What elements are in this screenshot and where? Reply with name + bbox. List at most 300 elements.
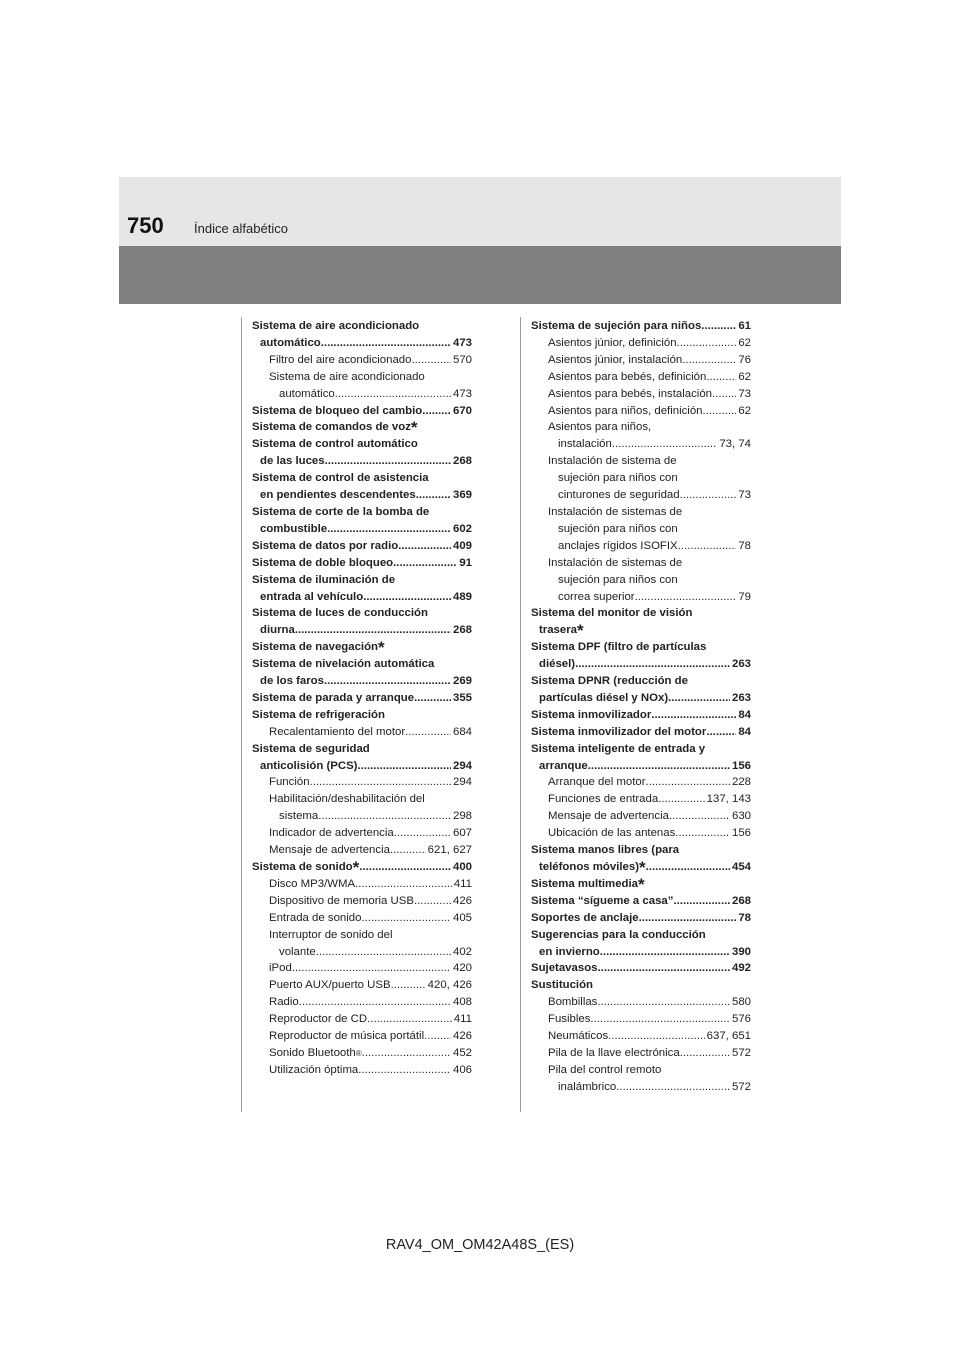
index-entry-label: Asientos para niños, definición [548, 404, 703, 417]
index-entry-page: 156 [731, 759, 751, 772]
index-entry [531, 318, 751, 335]
dot-leader [703, 403, 737, 420]
dot-leader [321, 335, 451, 352]
index-entry [252, 876, 472, 893]
index-entry-label: Habilitación/deshabilitación del [269, 793, 425, 806]
index-entry-page: 91 [459, 556, 472, 569]
dot-leader [295, 622, 451, 639]
index-entry-label: Sistema de sonido [252, 861, 353, 873]
index-entry-page: 408 [452, 996, 472, 1009]
index-entry-page: 137, 143 [706, 793, 751, 806]
index-entry-label: Sistema de control de asistencia [252, 472, 429, 485]
index-entry [531, 386, 751, 403]
index-column-right [531, 318, 751, 1096]
index-entry [252, 386, 472, 403]
index-entry-page: 78 [738, 911, 751, 924]
index-entry-label: Pila de la llave electrónica [548, 1046, 680, 1059]
index-entry [531, 589, 751, 606]
index-entry [531, 690, 751, 707]
dot-leader [678, 538, 737, 555]
index-entry [252, 605, 472, 622]
index-entry [252, 808, 472, 825]
index-entry [252, 352, 472, 369]
index-entry-label: Funciones de entrada [548, 793, 659, 806]
index-entry-label: Sistema de control automático [252, 438, 418, 451]
index-entry [252, 724, 472, 741]
index-entry-label: Asientos júnior, definición [548, 336, 677, 349]
index-entry-page: 78 [738, 539, 751, 552]
dot-leader [701, 318, 736, 335]
dot-leader [416, 487, 451, 504]
index-entry [252, 960, 472, 977]
index-entry-page: 572 [731, 1046, 751, 1059]
header-gray-band [119, 246, 841, 304]
index-entry-label: Asientos para bebés, definición [548, 370, 707, 383]
index-entry-label: automático [279, 387, 335, 400]
index-entry-label: Soportes de anclaje [531, 911, 639, 924]
index-entry [531, 960, 751, 977]
index-entry-page: 420, 426 [427, 979, 472, 992]
index-entry-page: 621, 627 [427, 844, 472, 857]
index-entry-page: 607 [452, 827, 472, 840]
index-entry-label: sujeción para niños con [558, 522, 678, 535]
index-entry-label: Radio [269, 996, 299, 1009]
index-entry-label: correa superior [558, 590, 635, 603]
index-entry-label: Sistema de navegación [252, 641, 378, 654]
index-entry [252, 572, 472, 589]
dot-leader [393, 555, 457, 572]
dot-leader [597, 994, 730, 1011]
dot-leader [390, 842, 426, 859]
index-entry [531, 656, 751, 673]
index-entry [531, 1062, 751, 1079]
index-entry [531, 504, 751, 521]
index-entry-page: 630 [731, 810, 751, 823]
index-entry [252, 318, 472, 335]
index-entry-label: Sistema de doble bloqueo [252, 556, 394, 569]
index-entry-page: 228 [731, 776, 751, 789]
index-entry [252, 758, 472, 775]
index-entry-label: Instalación de sistemas de [548, 556, 683, 569]
index-entry-label: trasera [539, 624, 577, 637]
index-entry-label: Arranque del motor [548, 776, 646, 789]
dot-leader [414, 893, 451, 910]
index-entry [531, 673, 751, 690]
dot-leader [682, 352, 736, 369]
index-entry-label: Bombillas [548, 996, 598, 1009]
index-entry-label: Ubicación de las antenas [548, 827, 676, 840]
dot-leader [394, 825, 451, 842]
index-entry-label: anticolisión (PCS) [260, 759, 358, 772]
index-entry-label: en invierno [539, 945, 600, 958]
index-entry-page: 473 [452, 336, 472, 349]
dot-leader [575, 656, 730, 673]
index-entry-label: Asientos júnior, instalación [548, 353, 683, 366]
index-entry-page: 263 [731, 691, 751, 704]
index-entry-label: Sistema de bloqueo del cambio [252, 404, 423, 417]
index-entry [531, 758, 751, 775]
index-entry [531, 1079, 751, 1096]
dot-leader [612, 436, 718, 453]
index-entry [531, 774, 751, 791]
index-entry-label: Sistema inmovilizador [531, 708, 652, 721]
index-entry [252, 927, 472, 944]
index-entry [252, 1062, 472, 1079]
index-entry-page: 420 [452, 962, 472, 975]
index-entry-label: Sonido Bluetooth [269, 1046, 356, 1059]
index-entry [252, 673, 472, 690]
index-entry [252, 436, 472, 453]
index-entry-label: en pendientes descendentes [260, 489, 416, 502]
index-entry [252, 791, 472, 808]
index-entry-label: Sistema multimedia [531, 877, 638, 890]
index-entry-page: 268 [452, 624, 472, 637]
index-entry [531, 910, 751, 927]
index-column-left [252, 318, 472, 1079]
index-entry [252, 825, 472, 842]
section-title: Índice alfabético [194, 221, 288, 236]
dot-leader [405, 724, 451, 741]
index-entry [252, 555, 472, 572]
index-entry [252, 487, 472, 504]
dot-leader [706, 724, 736, 741]
dot-leader [639, 910, 737, 927]
index-entry-label: de los faros [260, 675, 324, 688]
index-entry [252, 538, 472, 555]
index-entry [531, 1045, 751, 1062]
index-entry-page: 426 [452, 894, 472, 907]
dot-leader [608, 1028, 705, 1045]
index-entry [252, 1011, 472, 1028]
dot-leader [362, 1045, 451, 1062]
index-entry-label: Sistema DPF (filtro de partículas [531, 641, 707, 654]
dot-leader [616, 1079, 730, 1096]
index-entry [531, 808, 751, 825]
index-entry: Sistema multimedia * [531, 874, 645, 894]
index-entry-label: Mensaje de advertencia [269, 844, 390, 857]
index-entry-label: Reproductor de música portátil [269, 1030, 425, 1043]
index-entry-page: 406 [452, 1063, 472, 1076]
index-entry [252, 1028, 472, 1045]
index-entry-label: Función [269, 776, 310, 789]
index-entry-page: 400 [452, 861, 472, 873]
dot-leader [646, 859, 730, 876]
index-entry-page: 62 [738, 336, 751, 349]
index-entry [531, 521, 751, 538]
dot-leader [363, 589, 451, 606]
index-entry-label: Sistema de comandos de voz [252, 421, 411, 434]
index-entry [531, 352, 751, 369]
index-entry-page: 411 [453, 877, 472, 890]
column-divider-middle [520, 317, 521, 1112]
index-entry-label: Puerto AUX/puerto USB [269, 979, 391, 992]
dot-leader [675, 825, 730, 842]
index-entry-page: 156 [731, 827, 751, 840]
index-entry-label: diésel) [539, 658, 576, 671]
index-entry-label: Filtro del aire acondicionado [269, 353, 412, 366]
index-entry [531, 470, 751, 487]
index-entry-label: Sistema “sígueme a casa” [531, 894, 674, 907]
index-entry-page: 684 [452, 725, 472, 738]
dot-leader [398, 538, 451, 555]
index-entry-page: 62 [738, 370, 751, 383]
dot-leader [299, 994, 451, 1011]
index-entry [531, 842, 751, 859]
index-entry-label: Sistema de aire acondicionado [252, 320, 420, 332]
index-entry [531, 707, 751, 724]
index-entry [531, 977, 751, 994]
dot-leader [367, 1011, 452, 1028]
dot-leader [359, 859, 451, 876]
index-entry-label: Sistema de sujeción para niños [531, 320, 702, 332]
dot-leader [422, 403, 451, 420]
dot-leader [361, 910, 451, 927]
dot-leader [424, 1028, 451, 1045]
dot-leader [358, 1062, 451, 1079]
index-entry-label: Sistema de seguridad [252, 742, 370, 755]
index-entry-label: teléfonos móviles) [539, 861, 640, 873]
index-entry-page: 76 [738, 353, 751, 366]
index-entry [531, 572, 751, 589]
dot-leader [357, 758, 451, 775]
index-entry-page: 576 [731, 1013, 751, 1026]
index-entry-label: Sistema DPNR (reducción de [531, 675, 688, 688]
dot-leader [318, 808, 451, 825]
index-entry-page: 402 [452, 945, 472, 958]
index-entry-label: Indicador de advertencia [269, 827, 394, 840]
index-entry-page: 84 [738, 725, 751, 738]
index-entry-label: inalámbrico [558, 1080, 617, 1093]
index-entry [252, 453, 472, 470]
index-entry-label: instalación [558, 438, 612, 451]
index-entry-page: 405 [452, 911, 472, 924]
dot-leader [658, 791, 704, 808]
index-entry-label: Sistema manos libres (para [531, 844, 680, 857]
index-entry-page: 79 [738, 590, 751, 603]
index-entry-page: 492 [731, 962, 751, 975]
index-entry-page: 268 [731, 894, 751, 907]
index-entry [531, 994, 751, 1011]
dot-leader [411, 352, 451, 369]
index-entry-page: 390 [731, 945, 751, 958]
index-entry-label: iPod [269, 962, 292, 975]
index-entry-label: sujeción para niños con [558, 472, 678, 485]
index-entry [531, 927, 751, 944]
index-entry [252, 774, 472, 791]
index-entry-label: Sugerencias para la conducción [531, 928, 706, 941]
index-entry [252, 893, 472, 910]
index-entry-label: Sistema de parada y arranque [252, 691, 415, 704]
dot-leader [316, 944, 451, 961]
dot-leader [310, 774, 451, 791]
index-entry [252, 944, 472, 961]
index-entry [531, 436, 751, 453]
index-entry-page: 426 [452, 1030, 472, 1043]
index-entry-label: Recalentamiento del motor [269, 725, 406, 738]
index-entry [531, 741, 751, 758]
index-entry-label: Neumáticos [548, 1030, 609, 1043]
dot-leader [680, 1045, 730, 1062]
index-entry-label: Sistema de iluminación de [252, 573, 396, 586]
dot-leader [588, 758, 730, 775]
index-entry [252, 335, 472, 352]
index-entry [531, 1011, 751, 1028]
index-entry-page: 73, 74 [719, 438, 751, 451]
index-entry-page: 473 [452, 387, 472, 400]
index-entry-label: Sistema de refrigeración [252, 708, 385, 721]
index-entry [252, 656, 472, 673]
dot-leader [324, 673, 451, 690]
dot-leader [600, 944, 730, 961]
index-entry-page: 637, 651 [706, 1030, 751, 1043]
index-entry: Sistema de navegación * [252, 638, 385, 658]
dot-leader [712, 386, 736, 403]
index-entry [531, 403, 751, 420]
index-entry-page: 670 [452, 404, 472, 417]
index-entry-page: 294 [452, 759, 472, 772]
index-entry-label: Sistema de corte de la bomba de [252, 505, 430, 518]
index-entry [252, 690, 472, 707]
index-entry-label: automático [260, 336, 321, 349]
index-entry-page: 411 [453, 1013, 472, 1026]
index-entry [531, 791, 751, 808]
dot-leader [706, 369, 736, 386]
index-entry: Sonido Bluetooth ® ..... 452 [252, 1045, 472, 1062]
index-entry-page: 62 [738, 404, 751, 417]
index-entry [531, 335, 751, 352]
index-entry-page: 489 [452, 590, 472, 603]
index-entry-label: Sistema de luces de conducción [252, 607, 428, 620]
index-entry [531, 555, 751, 572]
index-entry-label: cinturones de seguridad [558, 489, 680, 502]
index-entry-page: 572 [731, 1080, 751, 1093]
index-entry [531, 538, 751, 555]
index-entry-label: combustible [260, 522, 328, 535]
dot-leader [292, 960, 451, 977]
dot-leader [414, 690, 451, 707]
dot-leader [325, 453, 451, 470]
index-entry-label: partículas diésel y NOx) [539, 691, 669, 704]
index-entry-page: 73 [738, 387, 751, 400]
dot-leader [669, 808, 730, 825]
index-entry [252, 521, 472, 538]
index-entry [252, 504, 472, 521]
index-entry [252, 403, 472, 420]
index-entry [252, 369, 472, 386]
index-entry [531, 369, 751, 386]
index-entry [252, 994, 472, 1011]
index-entry-page: 409 [452, 539, 472, 552]
index-entry-label: Sistema de datos por radio [252, 539, 399, 552]
index-entry-label: Sistema inmovilizador del motor [531, 725, 707, 738]
dot-leader [635, 589, 737, 606]
index-entry-page: 73 [738, 489, 751, 502]
index-entry-page: 263 [731, 658, 751, 671]
index-entry-label: Instalación de sistema de [548, 455, 677, 468]
index-entry-page: 268 [452, 455, 472, 468]
index-entry-label: Sistema inteligente de entrada y [531, 742, 706, 755]
index-entry-page: 369 [452, 489, 472, 502]
index-entry [531, 825, 751, 842]
index-entry [531, 605, 751, 622]
index-entry [252, 910, 472, 927]
index-entry: Sistema de comandos de voz * [252, 418, 418, 438]
index-entry-label: anclajes rígidos ISOFIX [558, 539, 678, 552]
dot-leader [597, 960, 730, 977]
index-entry [252, 589, 472, 606]
index-entry-label: Dispositivo de memoria USB [269, 894, 414, 907]
document-code: RAV4_OM_OM42A48S_(ES) [385, 1237, 575, 1253]
index-entry-label: Entrada de sonido [269, 911, 362, 924]
index-entry-page: 452 [452, 1046, 472, 1059]
index-entry-page: 298 [452, 810, 472, 823]
dot-leader [651, 707, 736, 724]
index-entry [252, 622, 472, 639]
index-entry-label: diurna [260, 624, 295, 637]
index-entry-label: Asientos para niños, [548, 421, 652, 434]
index-entry [531, 487, 751, 504]
index-entry-label: Fusibles [548, 1013, 591, 1026]
index-entry-label: arranque [539, 759, 588, 772]
index-entry-label: de las luces [260, 455, 325, 468]
index-entry [531, 944, 751, 961]
index-entry [531, 893, 751, 910]
index-entry [531, 639, 751, 656]
dot-leader [668, 690, 730, 707]
index-entry: Sistema de sonido * ..... 400 [252, 859, 472, 876]
dot-leader [677, 335, 737, 352]
index-entry-label: sujeción para niños con [558, 573, 678, 586]
index-entry-page: 355 [452, 691, 472, 704]
index-entry-page: 61 [738, 320, 751, 332]
index-entry [252, 977, 472, 994]
index-entry [531, 724, 751, 741]
index-entry-label: Pila del control remoto [548, 1063, 662, 1076]
index-entry-page: 570 [452, 353, 472, 366]
index-entry-label: Sujetavasos [531, 962, 598, 975]
index-entry-page: 84 [738, 708, 751, 721]
index-entry [252, 470, 472, 487]
index-entry-page: 269 [452, 675, 472, 688]
index-entry-label: Interruptor de sonido del [269, 928, 393, 941]
index-entry-label: Sustitución [531, 979, 594, 992]
dot-leader [327, 521, 451, 538]
index-entry [252, 741, 472, 758]
index-entry-label: Instalación de sistemas de [548, 505, 683, 518]
dot-leader [335, 386, 451, 403]
index-entry [531, 419, 751, 436]
index-entry-label: Reproductor de CD [269, 1013, 368, 1026]
index-entry-label: Disco MP3/WMA [269, 877, 356, 890]
dot-leader [590, 1011, 730, 1028]
dot-leader [680, 487, 737, 504]
index-entry: teléfonos móviles) * ..... 454 [531, 859, 751, 876]
dot-leader [355, 876, 452, 893]
index-entry-label: Sistema del monitor de visión [531, 607, 693, 620]
dot-leader [673, 893, 730, 910]
index-entry-label: Mensaje de advertencia [548, 810, 669, 823]
index-entry-label: entrada al vehículo [260, 590, 364, 603]
dot-leader [391, 977, 426, 994]
index-entry-label: Sistema de nivelación automática [252, 658, 435, 671]
index-entry-label: Utilización óptima [269, 1063, 359, 1076]
index-entry-label: Asientos para bebés, instalación [548, 387, 713, 400]
page-number: 750 [127, 213, 164, 238]
index-entry [252, 707, 472, 724]
index-entry: trasera * [539, 621, 584, 641]
index-entry-label: volante [279, 945, 316, 958]
index-entry-label: Sistema de aire acondicionado [269, 370, 425, 383]
